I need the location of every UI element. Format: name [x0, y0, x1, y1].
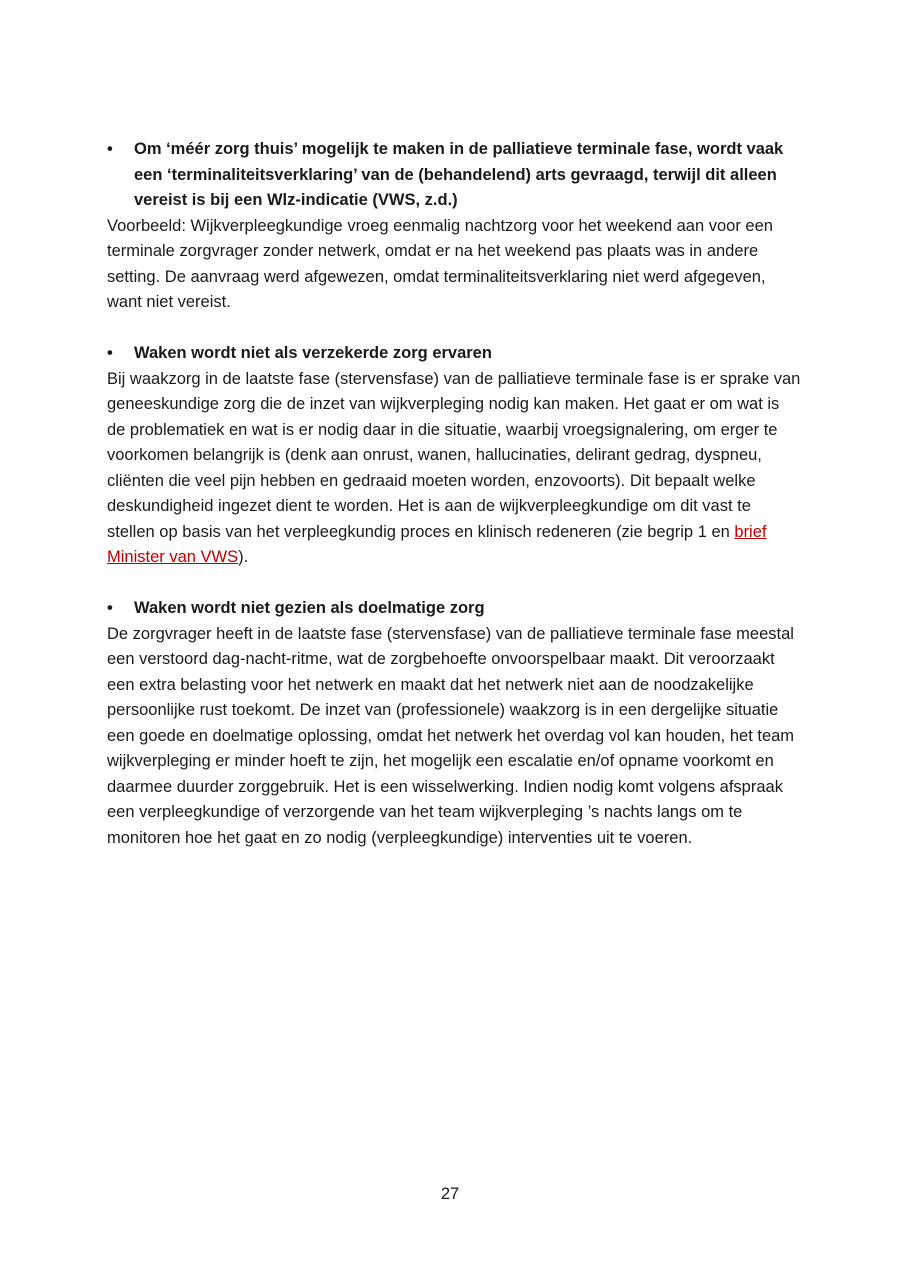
bullet-icon: •	[107, 140, 113, 158]
brief-minister-vws-link[interactable]: brief Minister van VWS	[107, 522, 767, 566]
page-content	[107, 137, 802, 851]
section-terminaliteitsverklaring	[107, 137, 802, 316]
section-verzekerde-zorg	[107, 341, 802, 571]
bullet-heading-row	[107, 341, 802, 367]
section-heading: Waken wordt niet als verzekerde zorg ervaren	[134, 344, 492, 362]
paragraph-text-after-link: ).	[238, 548, 249, 566]
section-heading: Waken wordt niet gezien als doelmatige zorg	[134, 599, 485, 617]
section-paragraph: De zorgvrager heeft in de laatste fase (stervensfase) van de palliatieve terminale fase meestal een verstoord dag-nacht-ritme, wat de zorgbehoefte onvoorspelbaar maakt. Dit veroorzaakt een extra belasting voor het netwerk en maakt dat het netwerk niet aan de noodzakelijke persoonlijke rust toekomt. De inzet van (professionele) waakzorg is in een dergelijke situatie een goede en doelmatige oplossing, omdat het netwerk het overdag vol kan houden, het team wijkverpleging er minder hoeft te zijn, het mogelijk een escalatie en/of opname voorkomt en daarmee duurder zorggebruik. Het is een wisselwerking. Indien nodig komt volgens afspraak een verpleegkundige of verzorgende van het team wijkverpleging ’s nachts langs om te monitoren hoe het gaat en zo nodig (verpleegkundige) interventies uit te voeren.	[107, 624, 795, 847]
section-heading: Om ‘méér zorg thuis’ mogelijk te maken in de palliatieve terminale fase, wordt vaak een ‘terminaliteitsverklaring’ van de (behandelend) arts gevraagd, terwijl dit alleen vereist is bij een Wlz-indicatie (VWS, z.d.)	[134, 140, 784, 209]
section-paragraph	[107, 367, 802, 571]
bullet-heading-row	[107, 137, 802, 214]
paragraph-text-before-link: Bij waakzorg in de laatste fase (stervensfase) van de palliatieve terminale fase is er sprake van geneeskundige zorg die de inzet van wijkverpleging nodig kan maken. Het gaat er om wat is de problematiek en wat is er nodig daar in die situatie, waarbij vroegsignalering, om erger te voorkomen belangrijk is (denk aan onrust, wanen, hallucinaties, delirant gedrag, dyspneu, cliënten die veel pijn hebben en gedraaid moeten worden, enzovoorts). Dit bepaalt welke deskundigheid ingezet dient te worden. Het is aan de wijkverpleegkundige om dit vast te stellen op basis van het verpleegkundig proces en klinisch redeneren (zie begrip 1 en	[107, 369, 801, 541]
bullet-heading-row	[107, 596, 802, 622]
page-number: 27	[440, 1185, 460, 1203]
section-doelmatige-zorg	[107, 596, 802, 851]
bullet-icon: •	[107, 599, 113, 617]
bullet-icon: •	[107, 344, 113, 362]
section-paragraph: Voorbeeld: Wijkverpleegkundige vroeg eenmalig nachtzorg voor het weekend aan voor een terminale zorgvrager zonder netwerk, omdat er na het weekend pas plaats was in andere setting. De aanvraag werd afgewezen, omdat terminaliteitsverklaring niet werd afgegeven, want niet vereist.	[107, 216, 773, 311]
